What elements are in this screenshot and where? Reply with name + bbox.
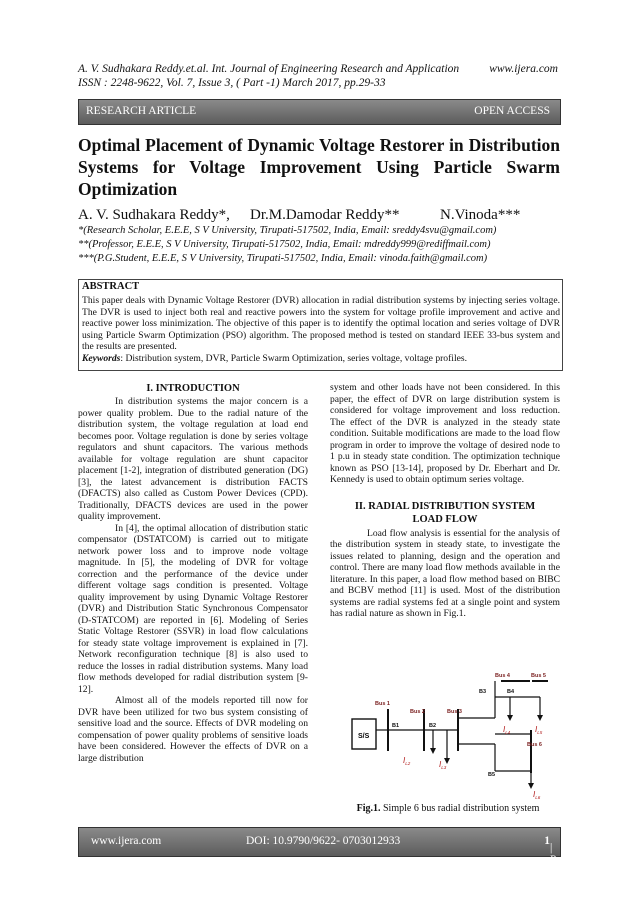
journal-header xyxy=(78,62,558,76)
figure-caption xyxy=(333,803,563,814)
load-5-arrow xyxy=(537,715,543,721)
figure-caption-text: Simple 6 bus radial distribution system xyxy=(380,803,540,814)
affiliation-1: *(Research Scholar, E.E.E, S V University, Tirupati-517502, India, Email: sreddy4svu@gmail.com) xyxy=(78,225,497,236)
bus-1-label: Bus 1 xyxy=(375,701,390,707)
intro-paragraph-3: Almost all of the models reported till now for DVR have been utilized for two bus system consisting of sensitive load and the source. Effects of DVR modeling on compensation of power quality problems of sensitive loads have been considered. However the effects of DVR on a large distribution xyxy=(78,695,308,764)
load-3-label: $I_{L3}$ xyxy=(439,760,447,770)
bus-system-diagram xyxy=(345,668,560,803)
abstract-heading: ABSTRACT xyxy=(82,281,140,292)
load-4-arrow xyxy=(507,715,513,721)
figure-caption-label: Fig.1. xyxy=(356,803,381,814)
author-3: N.Vinoda*** xyxy=(440,207,521,223)
journal-issn: ISSN : 2248-9622, Vol. 7, Issue 3, ( Part -1) March 2017, pp.29-33 xyxy=(78,77,386,89)
journal-citation: A. V. Sudhakara Reddy.et.al. Int. Journal of Engineering Research and Application xyxy=(78,63,460,75)
keywords-text: : Distribution system, DVR, Particle Swarm Optimization, series voltage, voltage profiles. xyxy=(120,352,468,364)
intro-paragraph-2: In [4], the optimal allocation of distribution static compensator (DSTATCOM) is carried out to mitigate network power loss and to improve node voltage magnitude. In [5], the modeling of DVR for voltage correction and the performance of the device under different voltage sags condition is presented. Voltage quality improvement by using Dynamic Voltage Restorer (DVR) and Distribution Static Synchronous Compensator (D-STATCOM) are reported in [6]. Modeling of Series Static Voltage Restorer (SSVR) in load flow calculations for steady state voltage improvement is explained in [7]. Network reconfiguration technique [8] is also used to reduce the losses in radial distribution systems. Many load flow methods developed for radial distribution system [9-12]. xyxy=(78,522,308,695)
section-2-heading xyxy=(330,500,560,526)
page-number: 1 xyxy=(544,835,550,847)
bus-4-label: Bus 4 xyxy=(495,673,510,679)
load-3-arrow xyxy=(444,758,450,764)
branch-b1-label: B1 xyxy=(392,723,400,729)
load-4-label: $I_{L4}$ xyxy=(503,725,511,735)
bus-5-label: Bus 5 xyxy=(531,673,546,679)
branch-b3-label: B3 xyxy=(479,689,487,695)
section-1-heading: I. INTRODUCTION xyxy=(146,383,240,394)
branch-b5-label: B5 xyxy=(488,772,496,778)
load-5-label: $I_{L5}$ xyxy=(535,725,543,735)
abstract-box xyxy=(78,279,563,371)
load-2-label: $I_{L2}$ xyxy=(403,756,411,766)
abstract-text: This paper deals with Dynamic Voltage Restorer (DVR) allocation in radial distribution systems by injecting series voltage. The DVR is used to inject both real and reactive powers into the system for voltage profile improvement and active and reactive power loss minimization. The objective of this paper is to identify the optimal location and series voltage of DVR using Particle Swarm Optimization (PSO) algorithm. The proposed method is tested on standard IEEE 33-bus system and the results are presented. xyxy=(82,295,560,352)
section-2-heading-line2: LOAD FLOW xyxy=(412,513,478,525)
load-6-label: $I_{L6}$ xyxy=(533,790,541,800)
journal-url[interactable]: www.ijera.com xyxy=(489,63,558,75)
right-paragraph-2: Load flow analysis is essential for the analysis of the distribution system in steady state, to investigate the issues related to planning, design and the operation and control. There are many load flow methods available in the literature. In this paper, a load flow method based on BIBC and BCBV method [11] is used. Most of the distribution systems are radial systems fed at a single point and system has radial nature as shown in Fig.1. xyxy=(330,527,560,619)
right-column xyxy=(330,382,560,620)
left-column xyxy=(78,382,308,764)
paper-title: Optimal Placement of Dynamic Voltage Restorer in Distribution Systems for Voltage Improvement Using Particle Swarm Optimization xyxy=(78,135,560,199)
intro-paragraph-1: In distribution systems the major concern is a power quality problem. Due to the radial nature of the distribution system, the voltage regulation at load end becomes poor. Voltage regulation is done by series voltage regulators and shunt capacitors. The various methods available for voltage regulation are shunt capacitor placement [1-2], integration of distributed generation (DG) [3], the latest advancement is distribution FACTS (DFACTS) also called as Custom Power Devices (CPD). Traditionally, DFACTS devices are used in the power quality improvement. xyxy=(78,396,308,522)
research-article-label: RESEARCH ARTICLE xyxy=(86,105,197,117)
load-6-arrow xyxy=(528,783,534,789)
page-suffix: | P a g e xyxy=(550,842,556,902)
author-2: Dr.M.Damodar Reddy** xyxy=(250,207,400,223)
affiliation-3: ***(P.G.Student, E.E.E, S V University, Tirupati-517502, India, Email: vinoda.faith@gmail.com) xyxy=(78,253,488,264)
open-access-label: OPEN ACCESS xyxy=(474,105,550,117)
abstract-body xyxy=(82,295,560,364)
substation-label: S/S xyxy=(358,733,370,740)
keywords-label: Keywords xyxy=(82,352,121,364)
bus-2-label: Bus 2 xyxy=(410,709,425,715)
author-list xyxy=(78,207,563,224)
bus-6-label: Bus 6 xyxy=(527,742,542,748)
branch-b4-label: B4 xyxy=(507,689,515,695)
right-paragraph-1: system and other loads have not been considered. In this paper, the effect of DVR on large distribution system is considered for voltage improvement and loss reduction. The effect of the DVR is analyzed in the steady state condition. Suitable modifications are made to the load flow program in order to improve the voltage of desired node to 1 p.u in steady state condition. The optimization technique known as PSO [13-14], proposed by Dr. Eberhart and Dr. Kennedy is used to obtain optimum series voltage. xyxy=(330,382,560,485)
footer-doi[interactable]: DOI: 10.9790/9622- 0703012933 xyxy=(246,835,401,847)
page-footer xyxy=(78,827,561,902)
author-1: A. V. Sudhakara Reddy*, xyxy=(78,207,230,223)
bus-3-label: Bus 3 xyxy=(447,709,462,715)
branch-b2-label: B2 xyxy=(429,723,437,729)
section-2-heading-line1: II. RADIAL DISTRIBUTION SYSTEM xyxy=(354,500,536,512)
footer-page xyxy=(544,835,556,902)
affiliation-2: **(Professor, E.E.E, S V University, Tirupati-517502, India, Email: mdreddy999@rediffmail.com) xyxy=(78,239,491,250)
load-2-arrow xyxy=(430,748,436,754)
article-type-bar xyxy=(78,99,561,125)
footer-url[interactable]: www.ijera.com xyxy=(91,835,162,847)
